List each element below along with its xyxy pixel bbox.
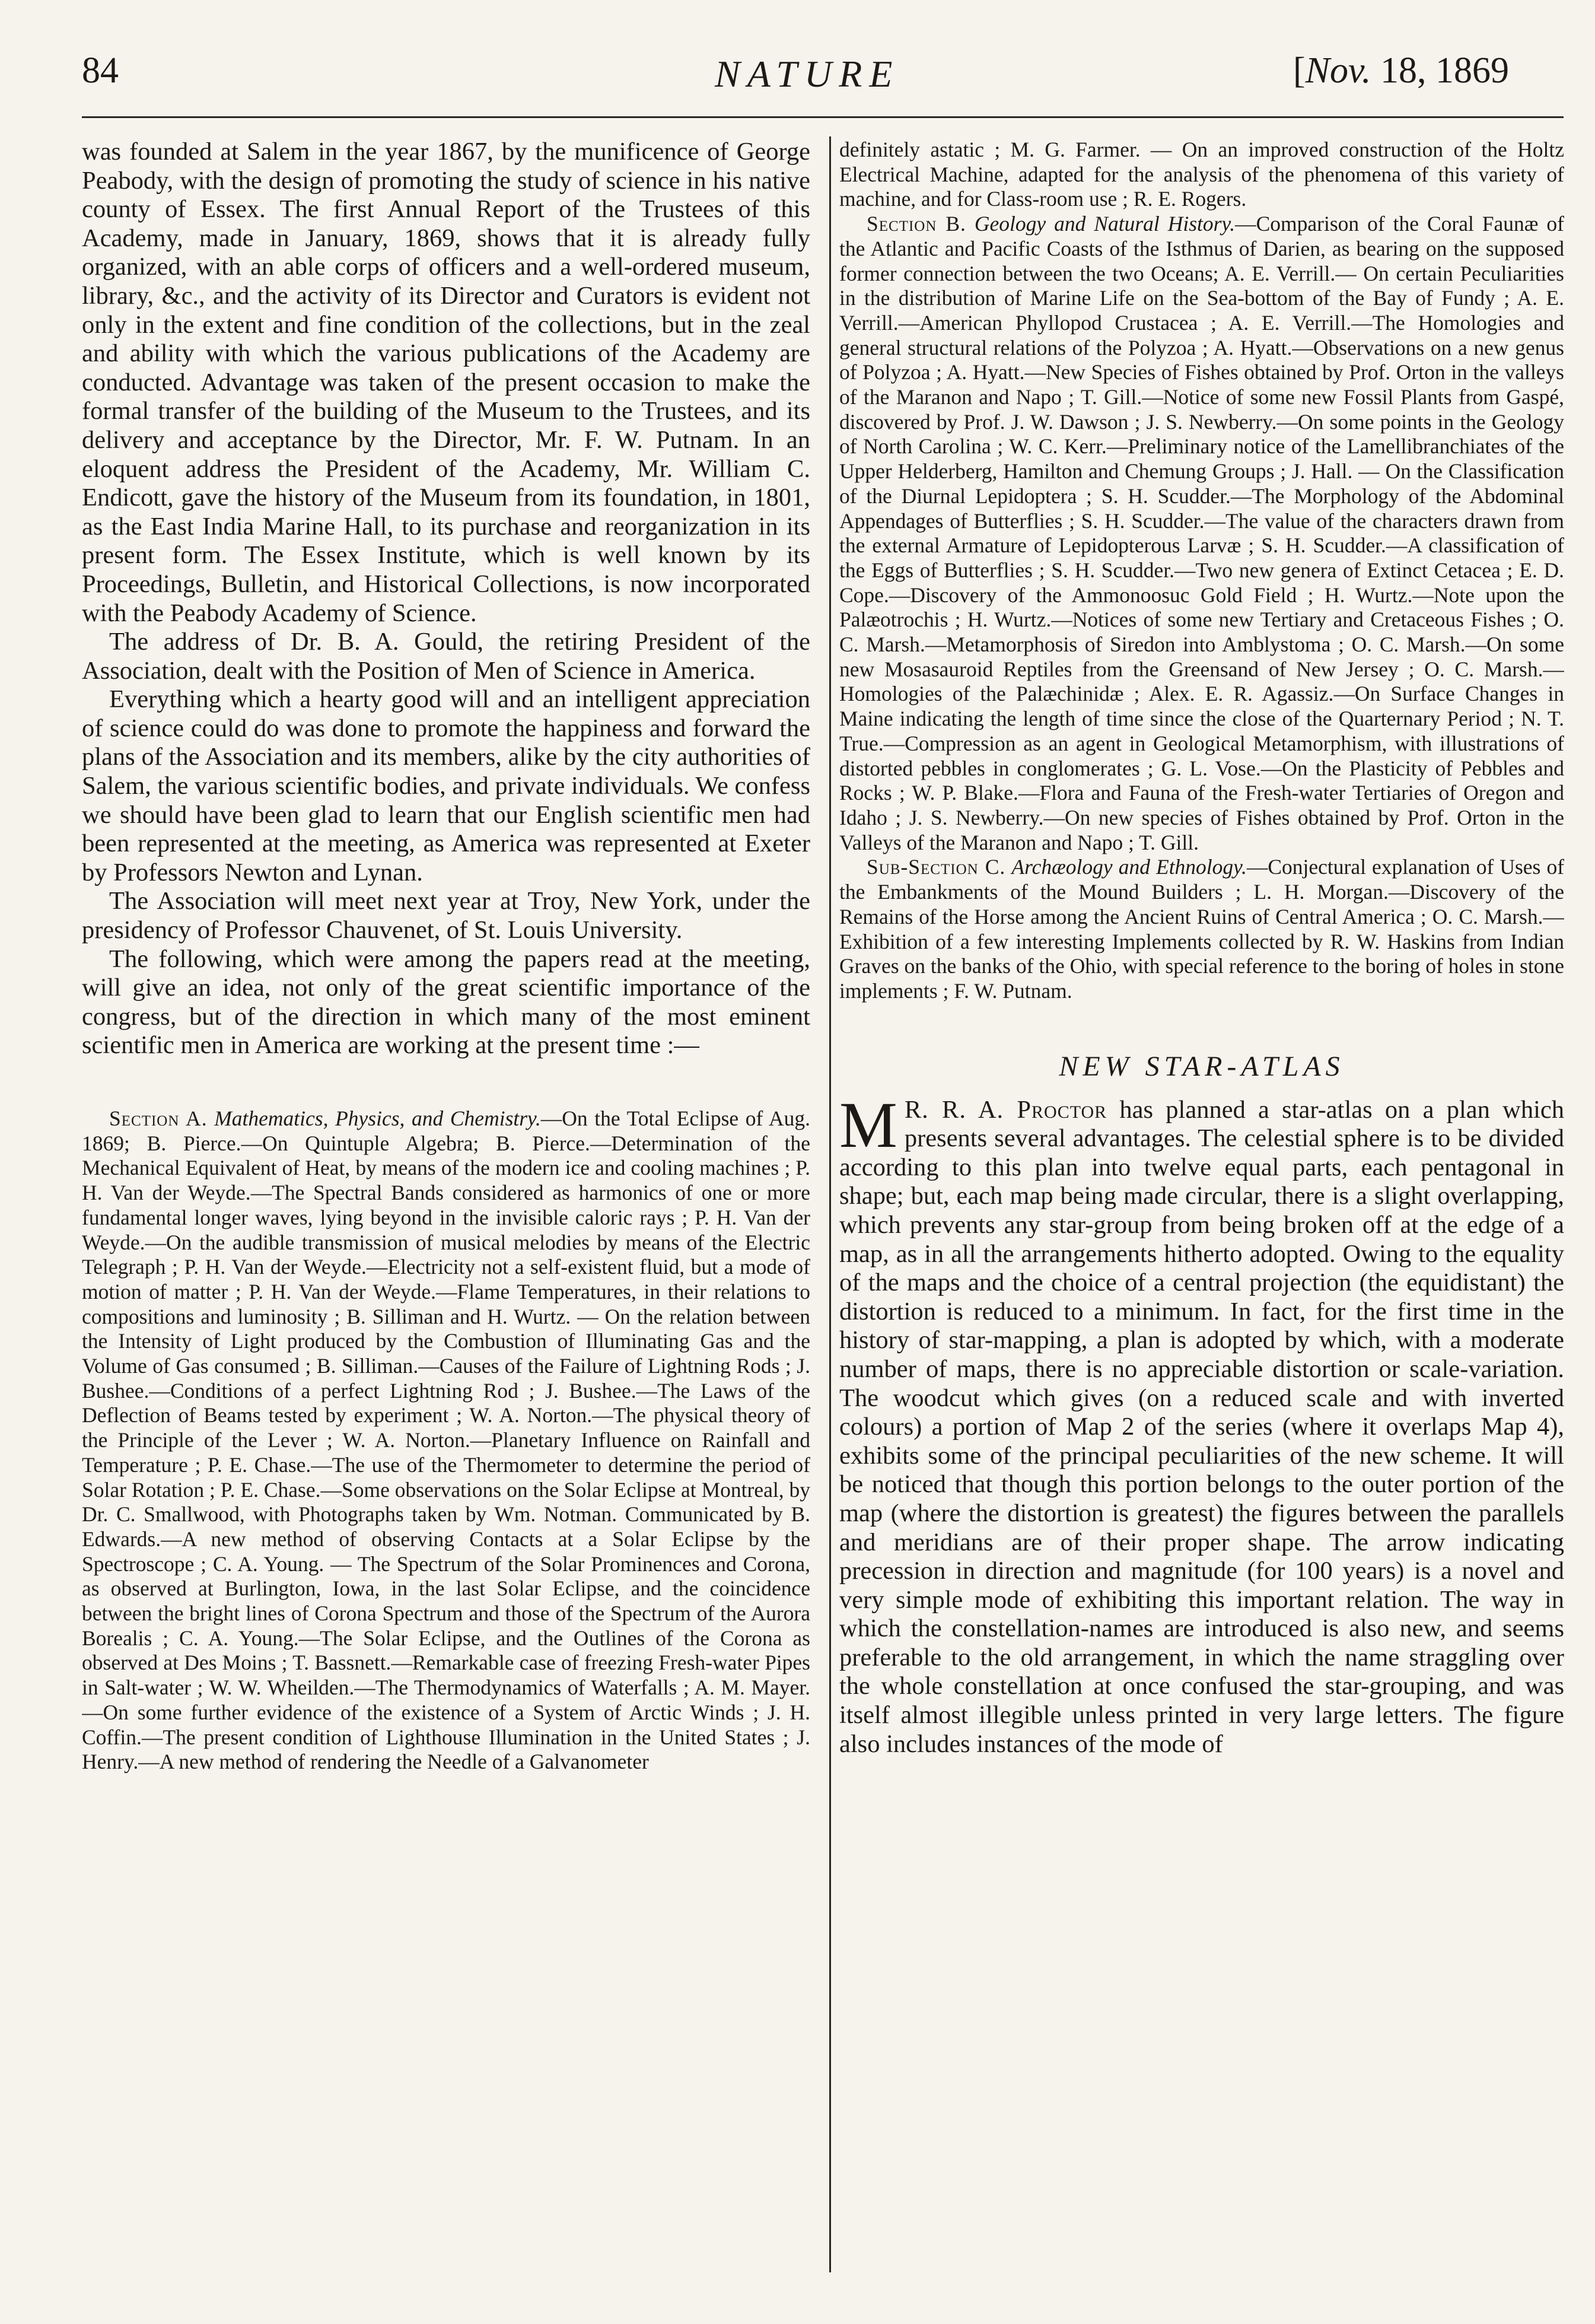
article-body: has planned a star-atlas on a plan which presents several advantages. The celestial sphere is to be divided according to this plan into twelve equal parts, each pentagonal in shape; but, each map being made circular, there is a slight overlapping, which prevents any star-group from being broken off at the edge of a map, as in all the arrangements hitherto adopted. Owing to the equality of the maps and the choice of a central projection (the equidistant) the distortion is reduced to a minimum. In fact, for the first time in the history of star-mapping, a plan is adopted by which, with a moderate number of maps, there is no appreciable distortion or scale-variation. The woodcut which gives (on a reduced scale and with inverted colours) a portion of Map 2 of the series (where it overlaps Map 4), exhibits some of the principal peculiarities of the new scheme. It will be noticed that though this portion belongs to the outer portion of the map (where the distortion is greatest) the figures between the parallels and meridians are of their proper shape. The arrow indicating precession in direction and magnitude (for 100 years) is a novel and very simple mode of exhibiting this important relation. The way in which the constellation-names are introduced is also new, and seems preferable to the old arrangement, in which the name straggling over the whole constellation at once confused the star-grouping, and was itself almost illegible unless printed in very large letters. The figure also includes instances of the mode of	[839, 1095, 1564, 1758]
star-atlas-article	[839, 1050, 1564, 1759]
article-title: NEW STAR-ATLAS	[1059, 1050, 1345, 1082]
section-b-label: Section B.	[867, 212, 966, 236]
spacer	[839, 1004, 1564, 1050]
section-a-paragraph	[82, 1107, 810, 1775]
paragraph-papers-intro: The following, which were among the papers read at the meeting, will give an idea, not only of the great scientific importance of the congress, but of the direction in which many of the most eminent scientific men in America are working at the present time :—	[82, 945, 810, 1060]
date-month: Nov.	[1305, 50, 1371, 91]
column-divider	[829, 136, 831, 2272]
section-a-title: Mathematics, Physics, and Chemistry.	[214, 1107, 541, 1130]
paragraph-academy: was founded at Salem in the year 1867, by the munificence of George Peabody, with the design of promoting the study of science in his native county of Essex. The first Annual Report of the Trustees of this Academy, made in January, 1869, shows that it is already fully organized, with an able corps of officers and a well-ordered museum, library, &c., and the activity of its Director and Curators is evident not only in the extent and fine condition of the collections, but in the zeal and ability with which the various publications of the Academy are conducted. Advantage was taken of the present occasion to make the formal transfer of the building of the Museum to the Trustees, and its delivery and acceptance by the Director, Mr. F. W. Putnam. In an eloquent address the President of the Academy, Mr. William C. Endicott, gave the history of the Museum from its foundation, in 1801, as the East India Marine Hall, to its purchase and reorganization in its present form. The Essex Institute, which is well known by its Proceedings, Bulletin, and Historical Collections, is now incorporated with the Peabody Academy of Science.	[82, 138, 810, 627]
date-rest: 18, 1869	[1371, 50, 1509, 91]
journal-title: NATURE	[715, 53, 900, 95]
section-a-body: —On the Total Eclipse of Aug. 1869; B. Pierce.—On Quintuple Algebra; B. Pierce.—Determination of the Mechanical Equivalent of Heat, by means of the modern ice and cooling machines ; P. H. Van der Weyde.—The Spectral Bands considered as harmonics of one or more fundamental longer waves, lying beyond in the invisible caloric rays ; P. H. Van der Weyde.—On the audible transmission of musical melodies by means of the Electric Telegraph ; P. H. Van der Weyde.—Electricity not a self-existent fluid, but a mode of motion of matter ; P. H. Van der Weyde.—Flame Temperatures, in their relations to compositions and luminosity ; B. Silliman and H. Wurtz. — On the relation between the Intensity of Light produced by the Combustion of Illuminating Gas and the Volume of Gas consumed ; B. Silliman.—Causes of the Failure of Lightning Rods ; J. Bushee.—Conditions of a perfect Lightning Rod ; J. Bushee.—The Laws of the Deflection of Beams tested by experiment ; W. A. Norton.—The physical theory of the Principle of the Lever ; W. A. Norton.—Planetary Influence on Rainfall and Temperature ; P. E. Chase.—The use of the Thermometer to determine the period of Solar Rotation ; P. E. Chase.—Some observations on the Solar Eclipse at Montreal, by Dr. C. Smallwood, with Photographs taken by Wm. Notman. Communicated by B. Edwards.—A new method of observing Contacts at a Solar Eclipse by the Spectroscope ; C. A. Young. — The Spectrum of the Solar Prominences and Corona, as observed at Burlington, Iowa, in the last Solar Eclipse, and the coincidence between the bright lines of Corona Spectrum and those of the Spectrum of the Aurora Borealis ; C. A. Young.—The Solar Eclipse, and the Outlines of the Corona as observed at Des Moins ; T. Bassnett.—Remarkable case of freezing Fresh-water Pipes in Salt-water ; W. W. Wheilden.—The Thermodynamics of Waterfalls ; A. M. Mayer.—On some further evidence of the existence of a System of Arctic Winds ; J. H. Coffin.—The present condition of Lighthouse Illumination in the United States ; J. Henry.—A new method of rendering the Needle of a Galvanometer	[82, 1107, 810, 1774]
section-b-paragraph	[839, 212, 1564, 855]
page-number: 84	[82, 50, 119, 91]
header-rule	[82, 116, 1564, 118]
date-bracket: [	[1293, 50, 1306, 91]
section-b-title: Geology and Natural History.	[974, 212, 1236, 236]
left-column	[82, 138, 810, 2262]
paragraph-next-meeting: The Association will meet next year at Troy, New York, under the presidency of Professor Chauvenet, of St. Louis University.	[82, 887, 810, 945]
right-column	[839, 138, 1564, 2262]
article-paragraph	[839, 1088, 1564, 1759]
section-a-label: Section A.	[109, 1107, 208, 1130]
section-c-body: —Conjectural explanation of Uses of the Embankments of the Mound Builders ; L. H. Morgan.—Discovery of the Remains of the Horse among the Ancient Ruins of Central America ; O. C. Marsh.—Exhibition of a few interesting Implements collected by R. W. Haskins from Indian Graves on the banks of the Ohio, with special reference to the boring of holes in stone implements ; F. W. Putnam.	[839, 855, 1564, 1003]
spacer	[82, 1060, 810, 1107]
issue-date	[1293, 50, 1509, 92]
paragraph-hospitality: Everything which a hearty good will and an intelligent appreciation of science could do was done to promote the happiness and forward the plans of the Association and its members, alike by the city authorities of Salem, the various scientific bodies, and private individuals. We confess we should have been glad to learn that our English scientific men had been represented at the meeting, as America was represented at Exeter by Professors Newton and Lynan.	[82, 685, 810, 886]
section-c-paragraph	[839, 855, 1564, 1003]
papers-list	[839, 138, 1564, 1004]
section-a	[82, 1107, 810, 1775]
section-c-label: Sub-Section C.	[867, 855, 1006, 879]
section-c-title: Archæology and Ethnology.	[1011, 855, 1247, 879]
report-text	[82, 138, 810, 1060]
drop-cap: M	[839, 1088, 897, 1161]
article-lead: R. R. A. Proctor	[904, 1095, 1107, 1124]
paragraph-address: The address of Dr. B. A. Gould, the retiring President of the Association, dealt with the Position of Men of Science in America.	[82, 628, 810, 685]
section-b-body: —Comparison of the Coral Faunæ of the Atlantic and Pacific Coasts of the Isthmus of Darien, as bearing on the supposed former connection between the two Oceans; A. E. Verrill.— On certain Peculiarities in the distribution of Marine Life on the Sea-bottom of the Bay of Fundy ; A. E. Verrill.—American Phyllopod Crustacea ; A. E. Verrill.—The Homologies and general structural relations of the Polyzoa ; A. Hyatt.—Observations on a new genus of Polyzoa ; A. Hyatt.—New Species of Fishes obtained by Prof. Orton in the valleys of the Maranon and Napo ; T. Gill.—Notice of some new Fossil Plants from Gaspé, discovered by Prof. J. W. Dawson ; J. S. Newberry.—On some points in the Geology of North Carolina ; W. C. Kerr.—Preliminary notice of the Lamellibranchiates of the Upper Helderberg, Hamilton and Chemung Groups ; J. Hall. — On the Classification of the Diurnal Lepidoptera ; S. H. Scudder.—The Morphology of the Abdominal Appendages of Butterflies ; S. H. Scudder.—The value of the characters drawn from the external Armature of Lepidopterous Larvæ ; S. H. Scudder.—A classification of the Eggs of Butterflies ; S. H. Scudder.—Two new genera of Extinct Cetacea ; E. D. Cope.—Discovery of the Ammonoosuc Gold Field ; H. Wurtz.—Note upon the Palæotrochis ; H. Wurtz.—Notices of some new Tertiary and Cretaceous Fishes ; O. C. Marsh.—Metamorphosis of Siredon into Amblystoma ; O. C. Marsh.—On some new Mosasauroid Reptiles from the Greensand of New Jersey ; O. C. Marsh.—Homologies of the Palæchinidæ ; Alex. E. R. Agassiz.—On Surface Changes in Maine indicating the length of time since the close of the Quarternary Period ; N. T. True.—Compression as an agent in Geological Metamorphism, with illustrations of distorted pebbles in conglomerates ; G. L. Vose.—On the Plasticity of Pebbles and Rocks ; W. P. Blake.—Flora and Fauna of the Fresh-water Tertiaries of Oregon and Idaho ; J. S. Newberry.—On new species of Fishes obtained by Prof. Orton in the Valleys of the Maranon and Napo ; T. Gill.	[839, 212, 1564, 854]
section-a-continuation: definitely astatic ; M. G. Farmer. — On an improved construction of the Holtz Electrical Machine, adapted for the analysis of the phenomena of this variety of machine, and for Class-room use ; R. E. Rogers.	[839, 138, 1564, 211]
